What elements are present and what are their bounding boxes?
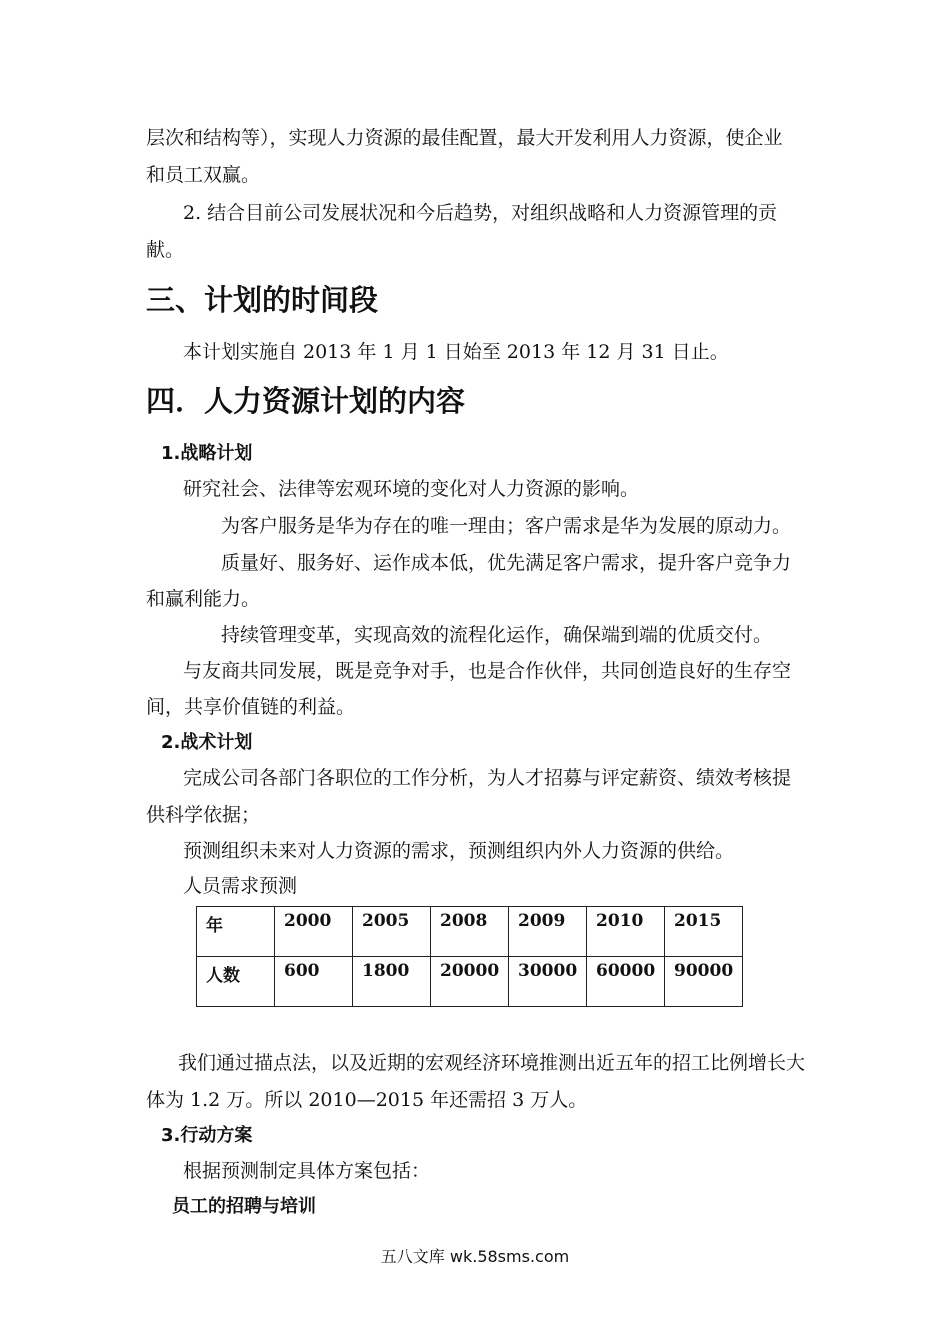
- staff-demand-table: [196, 906, 743, 1007]
- paragraph-line: 预测组织未来对人力资源的需求，预测组织内外人力资源的供给。: [183, 840, 735, 862]
- table-cell: 600: [275, 957, 353, 1007]
- table-row: [197, 957, 743, 1007]
- paragraph-line: 为客户服务是华为存在的唯一理由；客户需求是华为发展的原动力。: [221, 515, 792, 537]
- table-cell: 1800: [353, 957, 431, 1007]
- subheading-tactic: 2.战术计划: [161, 732, 253, 753]
- subheading-strategy: 1.战略计划: [161, 443, 253, 464]
- table-cell: 2015: [665, 907, 743, 957]
- table-cell: 人数: [197, 957, 275, 1007]
- table-cell: 2005: [353, 907, 431, 957]
- paragraph-line: 本计划实施自 2013 年 1 月 1 日始至 2013 年 12 月 31 日止。: [183, 341, 729, 363]
- section-heading-4: 四．人力资源计划的内容: [146, 384, 466, 418]
- paragraph-line: 完成公司各部门各职位的工作分析，为人才招募与评定薪资、绩效考核提: [183, 767, 792, 789]
- paragraph-line: 与友商共同发展，既是竞争对手，也是合作伙伴，共同创造良好的生存空: [183, 660, 792, 682]
- paragraph-line: 献。: [146, 239, 185, 261]
- table-cell: 60000: [587, 957, 665, 1007]
- table-cell: 2000: [275, 907, 353, 957]
- subheading-recruitment: 员工的招聘与培训: [172, 1196, 316, 1217]
- paragraph-line: 供科学依据；: [146, 804, 261, 826]
- table-cell: 30000: [509, 957, 587, 1007]
- page-footer: 五八文库 wk.58sms.com: [380, 1247, 570, 1266]
- paragraph-line: 和赢利能力。: [146, 588, 261, 610]
- table-caption: 人员需求预测: [183, 875, 298, 897]
- table-cell: 年: [197, 907, 275, 957]
- table-cell: 2010: [587, 907, 665, 957]
- paragraph-line: 根据预测制定具体方案包括：: [183, 1160, 431, 1182]
- paragraph-line: 我们通过描点法，以及近期的宏观经济环境推测出近五年的招工比例增长大: [178, 1052, 806, 1074]
- paragraph-line: 层次和结构等），实现人力资源的最佳配置，最大开发利用人力资源，使企业: [146, 127, 783, 149]
- paragraph-line: 持续管理变革，实现高效的流程化运作，确保端到端的优质交付。: [221, 624, 773, 646]
- table-cell: 90000: [665, 957, 743, 1007]
- paragraph-line: 体为 1.2 万。所以 2010—2015 年还需招 3 万人。: [146, 1089, 588, 1111]
- paragraph-line: 和员工双赢。: [146, 164, 261, 186]
- table-cell: 20000: [431, 957, 509, 1007]
- paragraph-line: 间，共享价值链的利益。: [146, 696, 356, 718]
- table-cell: 2009: [509, 907, 587, 957]
- paragraph-line: 研究社会、法律等宏观环境的变化对人力资源的影响。: [183, 478, 640, 500]
- subheading-action: 3.行动方案: [161, 1125, 253, 1146]
- paragraph-line: 2. 结合目前公司发展状况和今后趋势，对组织战略和人力资源管理的贡: [183, 202, 778, 224]
- table-row: [197, 907, 743, 957]
- paragraph-line: 质量好、服务好、运作成本低，优先满足客户需求，提升客户竞争力: [221, 552, 792, 574]
- section-heading-3: 三、计划的时间段: [146, 283, 379, 317]
- table-cell: 2008: [431, 907, 509, 957]
